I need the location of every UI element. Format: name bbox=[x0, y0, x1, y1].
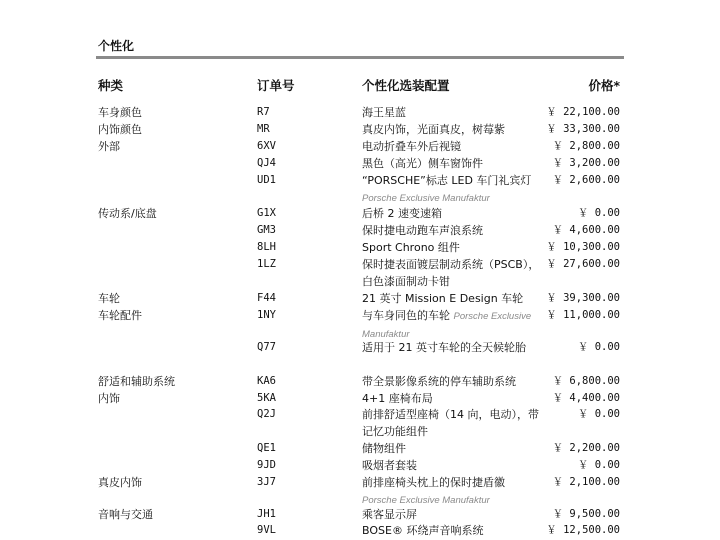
option-cell bbox=[362, 373, 542, 390]
code-cell bbox=[257, 373, 276, 390]
code-cell bbox=[257, 390, 276, 407]
header-price: 价格* bbox=[588, 78, 620, 93]
code-cell-text: QJ4 bbox=[257, 157, 276, 169]
price-cell-text: ￥ 6,800.00 bbox=[552, 375, 620, 387]
option-cell-text: 乘客显示屏 bbox=[362, 508, 417, 521]
code-cell bbox=[257, 457, 276, 474]
price-cell bbox=[553, 138, 620, 155]
category-cell-text: 外部 bbox=[98, 140, 120, 153]
option-cell bbox=[362, 390, 542, 407]
code-cell-text: MR bbox=[257, 123, 270, 135]
option-cell bbox=[362, 457, 542, 474]
price-cell-text: ￥ 9,500.00 bbox=[552, 508, 620, 520]
option-cell-text: 前排座椅头枕上的保时捷盾徽 bbox=[362, 476, 505, 489]
code-cell bbox=[257, 239, 276, 256]
price-cell bbox=[578, 339, 620, 356]
section-rule bbox=[96, 56, 624, 59]
price-cell-text: ￥ 2,200.00 bbox=[552, 442, 620, 454]
category-cell-text: 真皮内饰 bbox=[98, 476, 142, 489]
option-cell bbox=[362, 172, 542, 207]
option-cell bbox=[362, 339, 542, 356]
category-cell bbox=[98, 121, 142, 138]
option-cell-text: 储物组件 bbox=[362, 442, 406, 455]
price-cell bbox=[553, 222, 620, 239]
code-cell bbox=[257, 290, 276, 307]
price-cell-text: ￥ 22,100.00 bbox=[546, 106, 620, 118]
price-cell bbox=[578, 457, 620, 474]
code-cell-text: 5KA bbox=[257, 392, 276, 404]
price-cell bbox=[553, 440, 620, 457]
price-cell bbox=[578, 406, 620, 423]
code-cell bbox=[257, 104, 270, 121]
option-cell-text: 黑色（高光）侧车窗饰件 bbox=[362, 157, 483, 170]
code-cell-text: Q2J bbox=[257, 408, 276, 420]
option-cell bbox=[362, 406, 542, 440]
option-cell-text: 吸烟者套装 bbox=[362, 459, 417, 472]
option-cell-text: 与车身同色的车轮 bbox=[362, 309, 450, 322]
price-cell-text: ￥ 33,300.00 bbox=[546, 123, 620, 135]
price-cell bbox=[553, 390, 620, 407]
category-cell-text: 车轮 bbox=[98, 292, 120, 305]
code-cell bbox=[257, 256, 276, 273]
category-cell-text: 音响与交通 bbox=[98, 508, 153, 521]
category-cell bbox=[98, 205, 157, 222]
code-cell bbox=[257, 155, 276, 172]
price-cell-text: ￥ 39,300.00 bbox=[546, 292, 620, 304]
code-cell-text: UD1 bbox=[257, 174, 276, 186]
category-cell-text: 舒适和辅助系统 bbox=[98, 375, 175, 388]
code-cell bbox=[257, 222, 276, 239]
category-cell bbox=[98, 307, 142, 324]
code-cell-text: KA6 bbox=[257, 375, 276, 387]
price-cell-text: ￥ 2,800.00 bbox=[552, 140, 620, 152]
option-cell bbox=[362, 138, 542, 155]
option-cell-text: 适用于 21 英寸车轮的全天候轮胎 bbox=[362, 341, 526, 354]
code-cell-text: 9JD bbox=[257, 459, 276, 471]
category-cell-text: 内饰 bbox=[98, 392, 120, 405]
price-cell bbox=[553, 506, 620, 523]
code-cell bbox=[257, 406, 276, 423]
option-cell bbox=[362, 239, 542, 256]
option-cell-text: “PORSCHE”标志 LED 车门礼宾灯 bbox=[362, 174, 532, 187]
option-subtitle: Porsche Exclusive Manufaktur bbox=[362, 495, 490, 506]
section-title: 个性化 bbox=[98, 39, 135, 53]
option-cell-text: 保时捷电动跑车声浪系统 bbox=[362, 224, 483, 237]
price-cell-text: ￥ 4,400.00 bbox=[552, 392, 620, 404]
option-cell-text: 海王星蓝 bbox=[362, 106, 406, 119]
code-cell-text: 1NY bbox=[257, 309, 276, 321]
price-cell-text: ￥ 4,600.00 bbox=[552, 224, 620, 236]
option-cell-text: 保时捷表面镀层制动系统（PSCB），白色漆面制动卡钳 bbox=[362, 258, 540, 288]
category-cell bbox=[98, 506, 153, 523]
option-cell-text: 带全景影像系统的停车辅助系统 bbox=[362, 375, 516, 388]
category-cell bbox=[98, 474, 142, 491]
price-cell-text: ￥ 0.00 bbox=[577, 207, 620, 219]
code-cell bbox=[257, 506, 276, 523]
code-cell-text: R7 bbox=[257, 106, 270, 118]
category-cell bbox=[98, 104, 142, 121]
code-cell bbox=[257, 474, 276, 491]
code-cell-text: 8LH bbox=[257, 241, 276, 253]
option-cell bbox=[362, 440, 542, 457]
price-cell-text: ￥ 12,500.00 bbox=[546, 524, 620, 536]
option-cell bbox=[362, 121, 542, 138]
code-cell-text: 6XV bbox=[257, 140, 276, 152]
code-cell-text: JH1 bbox=[257, 508, 276, 520]
option-cell-text: 4+1 座椅布局 bbox=[362, 392, 433, 405]
category-cell bbox=[98, 290, 120, 307]
option-cell bbox=[362, 222, 542, 239]
header-code: 订单号 bbox=[257, 78, 295, 93]
option-cell bbox=[362, 522, 542, 539]
price-cell-text: ￥ 27,600.00 bbox=[546, 258, 620, 270]
price-cell-text: ￥ 10,300.00 bbox=[546, 241, 620, 253]
price-cell bbox=[578, 205, 620, 222]
price-cell bbox=[553, 474, 620, 491]
code-cell-text: 1LZ bbox=[257, 258, 276, 270]
price-cell bbox=[546, 256, 620, 273]
price-cell bbox=[553, 155, 620, 172]
option-cell-text: 21 英寸 Mission E Design 车轮 bbox=[362, 292, 524, 305]
code-cell bbox=[257, 121, 270, 138]
option-cell-text: 电动折叠车外后视镜 bbox=[362, 140, 461, 153]
price-cell bbox=[546, 104, 620, 121]
option-subtitle: Porsche Exclusive Manufaktur bbox=[362, 311, 532, 340]
price-cell bbox=[546, 290, 620, 307]
code-cell-text: G1X bbox=[257, 207, 276, 219]
category-cell-text: 车身颜色 bbox=[98, 106, 142, 119]
option-cell bbox=[362, 290, 542, 307]
code-cell bbox=[257, 205, 276, 222]
code-cell bbox=[257, 172, 276, 189]
option-cell-text: 后桥 2 速变速箱 bbox=[362, 207, 442, 220]
price-cell bbox=[553, 172, 620, 189]
code-cell-text: GM3 bbox=[257, 224, 276, 236]
option-cell-text: 前排舒适型座椅（14 向，电动），带记忆功能组件 bbox=[362, 408, 539, 438]
option-cell bbox=[362, 307, 542, 343]
code-cell bbox=[257, 440, 276, 457]
code-cell-text: Q77 bbox=[257, 341, 276, 353]
code-cell bbox=[257, 339, 276, 356]
price-cell-text: ￥ 2,100.00 bbox=[552, 476, 620, 488]
option-cell bbox=[362, 474, 542, 509]
price-cell-text: ￥ 0.00 bbox=[577, 459, 620, 471]
option-subtitle: Porsche Exclusive Manufaktur bbox=[362, 193, 490, 204]
code-cell-text: 3J7 bbox=[257, 476, 276, 488]
price-cell-text: ￥ 0.00 bbox=[577, 408, 620, 420]
price-cell bbox=[553, 373, 620, 390]
option-cell bbox=[362, 506, 542, 523]
option-cell bbox=[362, 104, 542, 121]
price-cell-text: ￥ 2,600.00 bbox=[552, 174, 620, 186]
code-cell bbox=[257, 522, 276, 539]
code-cell-text: QE1 bbox=[257, 442, 276, 454]
price-cell bbox=[546, 239, 620, 256]
price-cell-text: ￥ 0.00 bbox=[577, 341, 620, 353]
code-cell-text: F44 bbox=[257, 292, 276, 304]
header-category: 种类 bbox=[98, 78, 124, 93]
option-cell-text: Sport Chrono 组件 bbox=[362, 241, 460, 254]
category-cell bbox=[98, 138, 120, 155]
category-cell-text: 内饰颜色 bbox=[98, 123, 142, 136]
option-cell bbox=[362, 155, 542, 172]
price-cell-text: ￥ 3,200.00 bbox=[552, 157, 620, 169]
code-cell bbox=[257, 138, 276, 155]
code-cell bbox=[257, 307, 276, 324]
category-cell bbox=[98, 390, 120, 407]
option-cell-text: 真皮内饰，光面真皮，树莓紫 bbox=[362, 123, 505, 136]
price-cell bbox=[546, 522, 620, 539]
category-cell bbox=[98, 373, 175, 390]
price-cell-text: ￥ 11,000.00 bbox=[546, 309, 620, 321]
option-cell-text: BOSE® 环绕声音响系统 bbox=[362, 524, 484, 537]
option-cell bbox=[362, 256, 542, 290]
price-cell bbox=[546, 307, 620, 324]
category-cell-text: 车轮配件 bbox=[98, 309, 142, 322]
price-cell bbox=[546, 121, 620, 138]
option-cell bbox=[362, 205, 542, 222]
code-cell-text: 9VL bbox=[257, 524, 276, 536]
header-option: 个性化选装配置 bbox=[362, 78, 450, 93]
category-cell-text: 传动系/底盘 bbox=[98, 207, 157, 220]
